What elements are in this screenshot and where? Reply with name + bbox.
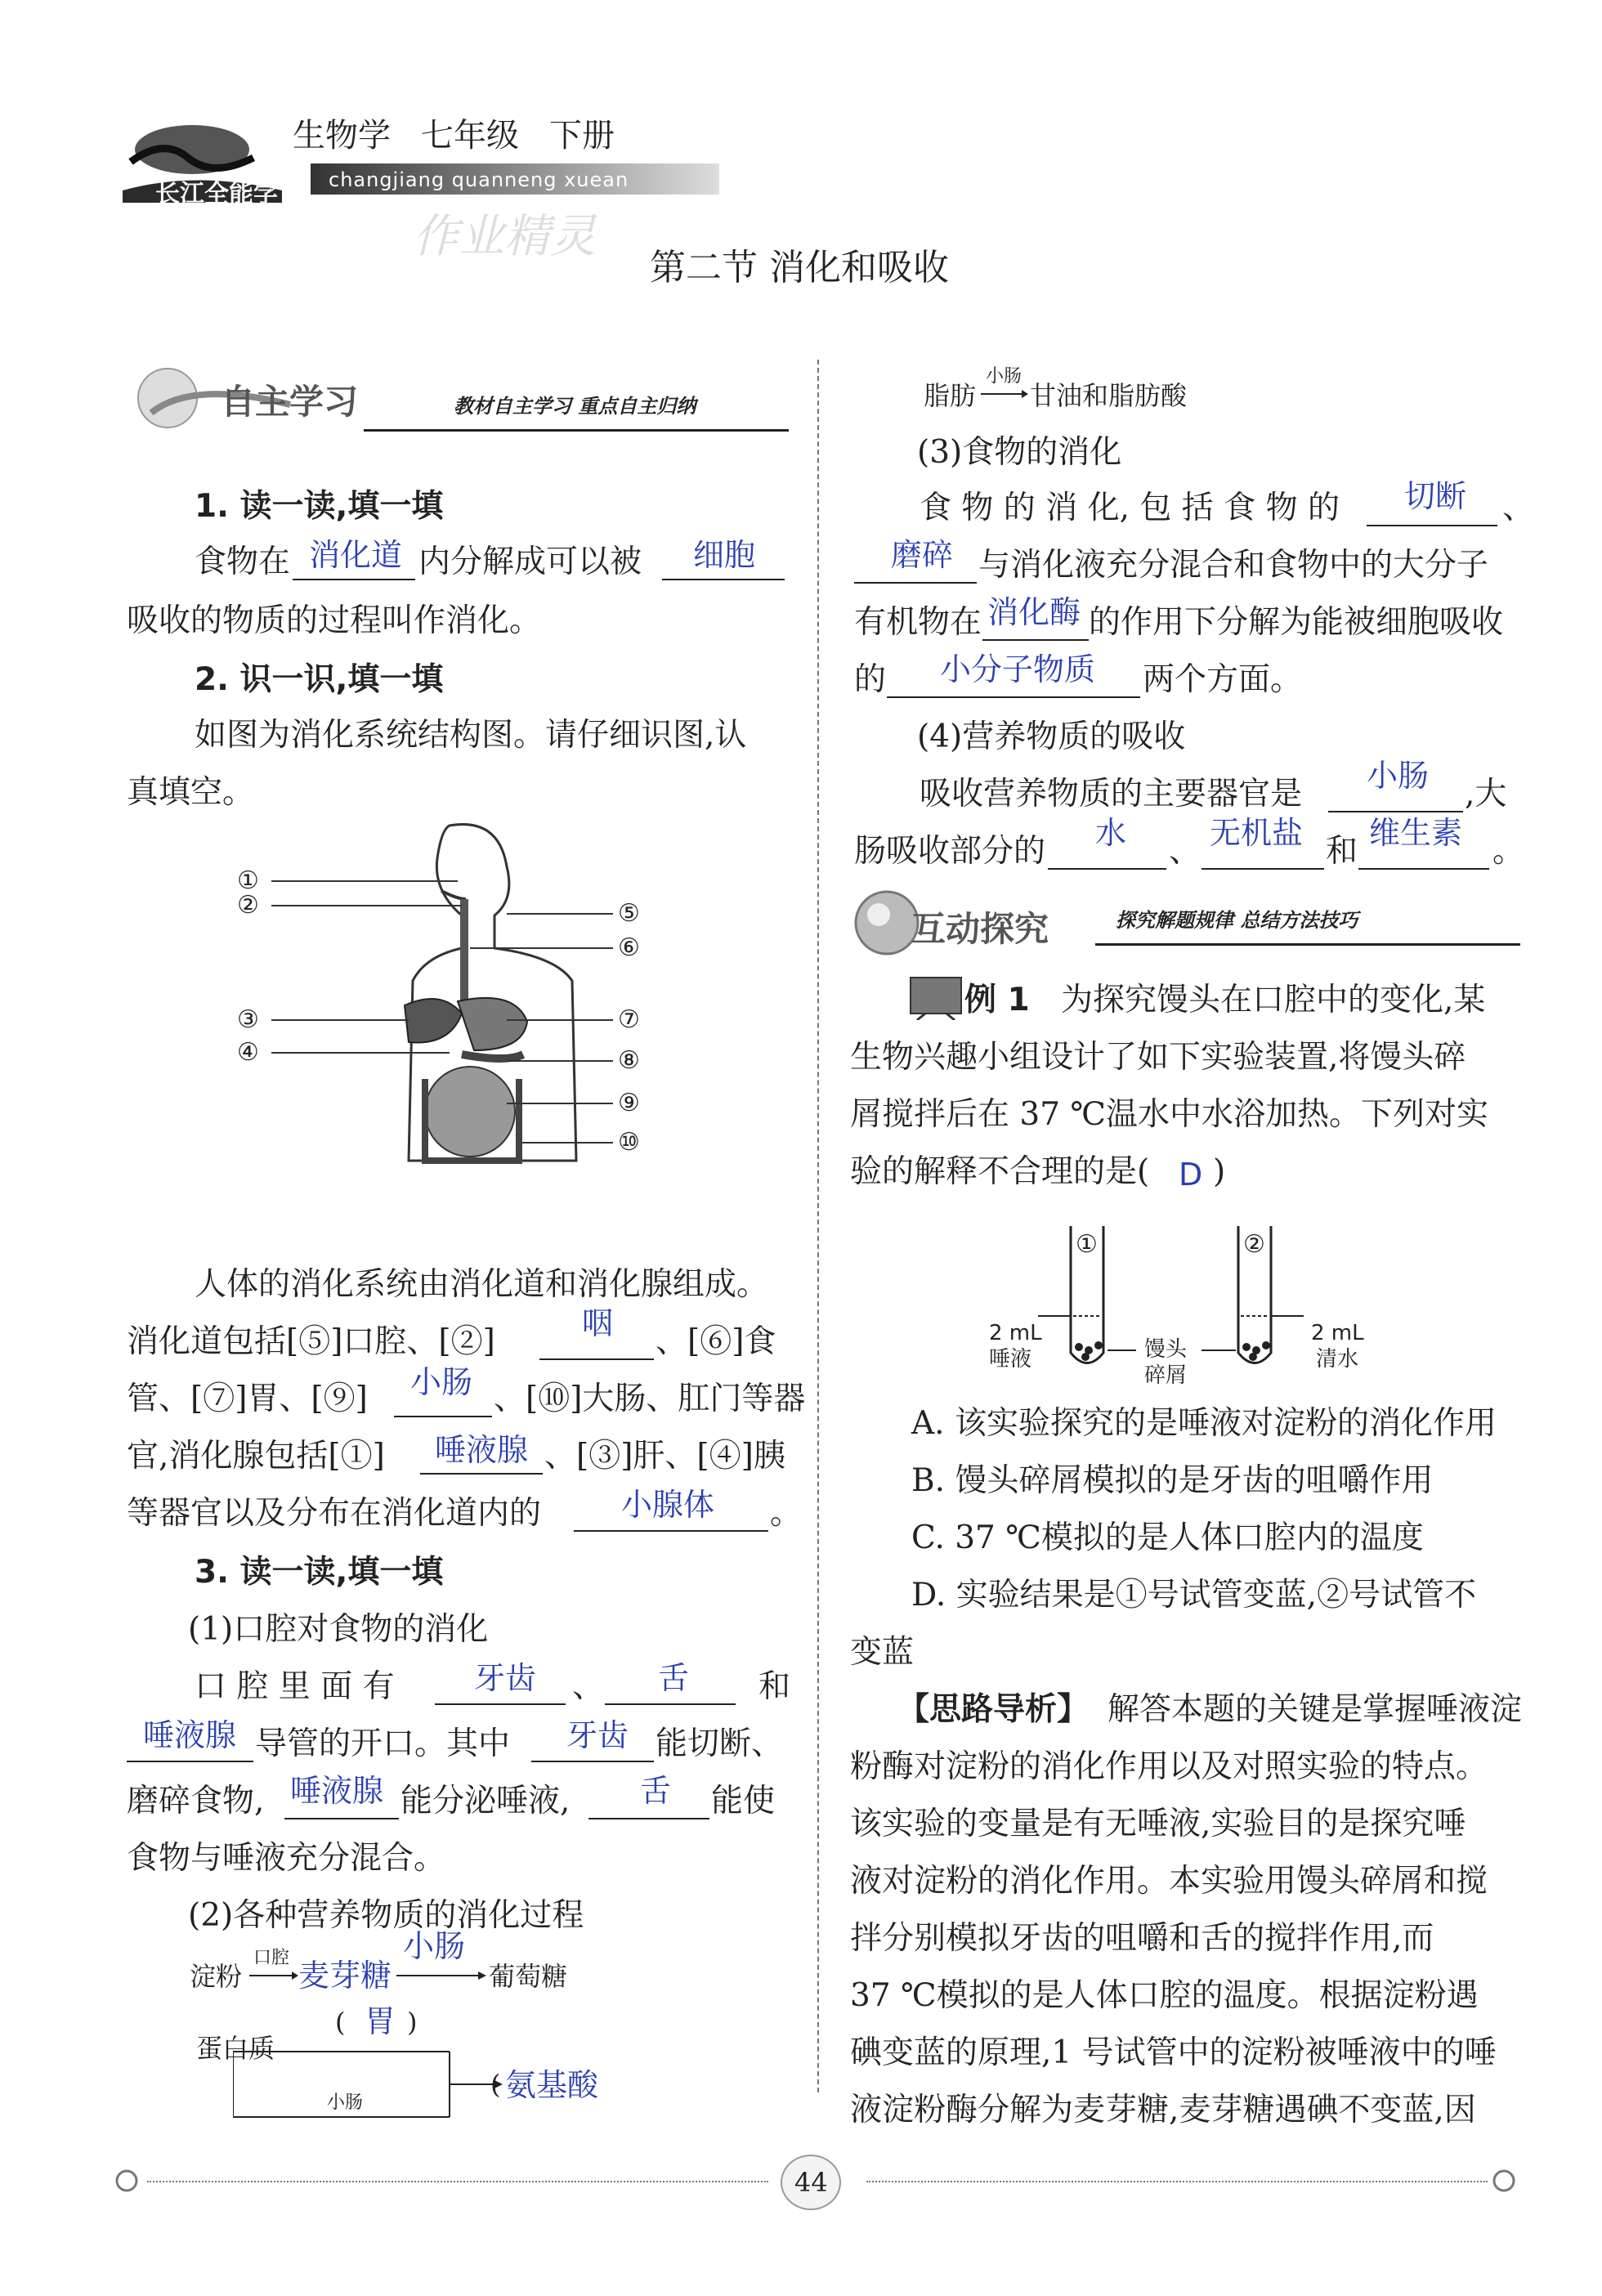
- q3-s4: 食物与唾液充分混合。: [127, 1840, 446, 1877]
- q3-blank-sal2[interactable]: [127, 1761, 253, 1762]
- section-title: 第二节 消化和吸收: [650, 247, 949, 289]
- flow-si-label: 小肠: [327, 2092, 364, 2113]
- option-d-2: 变蓝: [850, 1634, 915, 1671]
- q3-heading: 3. 读一读,填一填: [195, 1554, 444, 1591]
- q3-s3c: 能使: [711, 1783, 776, 1819]
- ex-e4a: 验的解释不合理的是(: [850, 1153, 1150, 1190]
- q1-blank1[interactable]: [293, 579, 415, 580]
- r-blank-cut[interactable]: [1367, 525, 1497, 526]
- q2-p5a: 等器官以及分布在消化道内的: [127, 1495, 542, 1532]
- tube-2-label: ②: [1243, 1230, 1265, 1259]
- analysis-4: 液对淀粉的消化作用。本实验用馒头碎屑和搅: [850, 1863, 1488, 1900]
- analysis-1: 解答本题的关键是掌握唾液淀: [1108, 1691, 1523, 1728]
- diagram-label-3: ③: [237, 1005, 259, 1034]
- analysis-5: 拌分别模拟牙齿的咀嚼和舌的搅拌作用,而: [850, 1920, 1434, 1957]
- tube-1-label: ①: [1076, 1230, 1098, 1259]
- flow-starch: 淀粉: [190, 1961, 243, 1992]
- r-d4a: 的: [854, 661, 887, 698]
- q1-line1b: 内分解成可以被: [418, 544, 642, 580]
- q3-s1b: 、: [572, 1668, 605, 1705]
- header-subject: 生物学: [293, 117, 391, 154]
- r-sub3: (3)食物的消化: [917, 434, 1122, 471]
- q2-line1: 如图为消化系统结构图。请仔细识图,认: [195, 717, 747, 754]
- flow-protein: 蛋白质: [196, 2033, 275, 2064]
- arrow-icon: [981, 388, 1030, 400]
- diagram-label-5: ⑤: [618, 899, 640, 928]
- flow-ans-maltose: 麦芽糖: [298, 1958, 392, 1994]
- header-volume: 下册: [549, 117, 615, 154]
- q2-p4b: 、[③]肝、[④]胰: [544, 1438, 785, 1475]
- r-blank-enzyme[interactable]: [982, 639, 1089, 641]
- r-blank-water[interactable]: [1048, 868, 1166, 870]
- ex-ans: D: [1179, 1157, 1203, 1193]
- q1-heading: 1. 读一读,填一填: [195, 488, 444, 525]
- explore-tag: 探究解题规律 总结方法技巧: [1116, 909, 1358, 932]
- analysis-2: 粉酶对淀粉的消化作用以及对照实验的特点。: [850, 1748, 1488, 1785]
- q2-line2: 真填空。: [127, 774, 255, 811]
- ex-e2: 生物兴趣小组设计了如下实验装置,将馒头碎: [850, 1039, 1466, 1076]
- q3-ans-sal2: 唾液腺: [143, 1717, 237, 1753]
- diagram-label-9: ⑨: [618, 1089, 640, 1117]
- q3-ans-teeth: 牙齿: [474, 1660, 537, 1696]
- option-c: C. 37 ℃模拟的是人体口腔内的温度: [911, 1519, 1424, 1556]
- banner-rule: [364, 429, 789, 432]
- r-a2a: 肠吸收部分的: [854, 833, 1046, 870]
- q3-s3a: 磨碎食物,: [127, 1783, 265, 1819]
- q1-blank2[interactable]: [662, 579, 785, 580]
- analysis-7: 碘变蓝的原理,1 号试管中的淀粉被唾液中的唾: [850, 2034, 1497, 2071]
- footer-rule-left: [147, 2181, 768, 2182]
- ex-e1: 为探究馒头在口腔中的变化,某: [1061, 982, 1486, 1018]
- ex-e3: 屑搅拌后在 37 ℃温水中水浴加热。下列对实: [850, 1096, 1489, 1133]
- option-a: A. 该实验探究的是唾液对淀粉的消化作用: [911, 1405, 1497, 1442]
- r-a2c: 和: [1326, 833, 1358, 870]
- mid-label-1: 馒头: [1144, 1337, 1188, 1362]
- q1-line2: 吸收的物质的过程叫作消化。: [127, 602, 542, 639]
- q3-s2b: 能切断、: [656, 1725, 784, 1762]
- r-ans-small: 小分子物质: [940, 651, 1096, 687]
- r-blank-si3[interactable]: [1328, 811, 1463, 812]
- flow-ans-si2: 小肠: [403, 1928, 466, 1964]
- r-a2d: 。: [1492, 833, 1525, 870]
- footer-ornament-icon: [1488, 2164, 1520, 2197]
- q3-blank-sal3[interactable]: [284, 1818, 399, 1819]
- r-a2b: 、: [1169, 833, 1202, 870]
- q2-ans-salivary: 唾液腺: [435, 1432, 529, 1468]
- page-number: 44: [794, 2167, 828, 2198]
- q2-ans-si: 小肠: [410, 1364, 473, 1400]
- analysis-8: 液淀粉酶分解为麦芽糖,麦芽糖遇碘不变蓝,因: [850, 2092, 1476, 2128]
- self-study-tag: 教材自主学习 重点自主归纳: [454, 395, 696, 418]
- diagram-label-7: ⑦: [618, 1005, 640, 1034]
- r-d4b: 两个方面。: [1143, 661, 1303, 698]
- flow-ans-aa: 氨基酸: [505, 2067, 599, 2103]
- q2-p3a: 管、[⑦]胃、[⑨]: [127, 1381, 368, 1417]
- explore-banner: [850, 883, 1524, 964]
- right-liquid: 清水: [1316, 1347, 1359, 1372]
- experiment-diagram: [981, 1210, 1389, 1390]
- right-vol: 2 mL: [1311, 1321, 1364, 1345]
- q2-ans-pharynx: 咽: [582, 1305, 614, 1341]
- diagram-label-1: ①: [237, 866, 259, 895]
- left-liquid: 唾液: [989, 1347, 1032, 1372]
- header-grade: 七年级: [421, 117, 519, 154]
- self-study-banner: [127, 364, 793, 437]
- r-sub4: (4)营养物质的吸收: [917, 718, 1186, 755]
- analysis-6: 37 ℃模拟的是人体口腔的温度。根据淀粉遇: [850, 1977, 1479, 2014]
- arrow-icon: [249, 1970, 298, 1981]
- q2-blank-pharynx[interactable]: [539, 1358, 654, 1360]
- r-blank-small[interactable]: [887, 696, 1140, 698]
- protein-flow-lines: [233, 2039, 511, 2129]
- flow-ans-stomach: 胃: [365, 2003, 396, 2039]
- mid-label-2: 碎屑: [1144, 1363, 1188, 1388]
- q2-ans-glands: 小腺体: [621, 1487, 715, 1523]
- example-label: 例 1: [964, 982, 1030, 1018]
- left-vol: 2 mL: [989, 1321, 1042, 1345]
- footer-rule-right: [866, 2181, 1488, 2182]
- q3-ans-tongue: 舌: [658, 1660, 690, 1696]
- diagram-label-10: ⑩: [618, 1128, 640, 1157]
- q3-sub2: (2)各种营养物质的消化过程: [188, 1897, 584, 1934]
- column-divider: [817, 360, 819, 2092]
- q3-sub1: (1)口腔对食物的消化: [188, 1611, 489, 1648]
- diagram-label-2: ②: [237, 891, 259, 920]
- q3-ans-sal3: 唾液腺: [290, 1773, 384, 1809]
- q3-s1c: 和: [758, 1668, 791, 1705]
- digestive-diagram: [237, 817, 687, 1242]
- fat-flow-si: 小肠: [986, 366, 1023, 387]
- r-a1b: ,大: [1465, 776, 1507, 812]
- flow-paren-open: (: [335, 2007, 346, 2038]
- option-b: B. 馒头碎屑模拟的是牙齿的咀嚼作用: [911, 1462, 1434, 1499]
- q3-blank-tongue2[interactable]: [588, 1818, 709, 1819]
- flow-glucose: 葡萄糖: [489, 1961, 568, 1992]
- self-study-title: 自主学习: [221, 382, 359, 422]
- q2-p5b: 。: [770, 1495, 803, 1532]
- r-blank-mineral[interactable]: [1202, 868, 1324, 870]
- r-ans-enzyme: 消化酶: [987, 594, 1081, 630]
- r-ans-si3: 小肠: [1367, 758, 1430, 794]
- q3-ans-teeth2: 牙齿: [566, 1717, 629, 1753]
- q1-line1a: 食物在: [195, 544, 291, 580]
- r-d1a: 食 物 的 消 化, 包 括 食 物 的: [920, 490, 1340, 526]
- r-blank-vitamin[interactable]: [1358, 868, 1489, 870]
- fat-flow-fat: 脂肪: [924, 380, 977, 411]
- r-ans-vitamin: 维生素: [1369, 815, 1463, 851]
- banner-rule: [1095, 943, 1520, 946]
- q3-blank-teeth2[interactable]: [531, 1761, 654, 1762]
- ex-e4b: ): [1213, 1153, 1226, 1190]
- option-d-1: D. 实验结果是①号试管变蓝,②号试管不: [911, 1577, 1477, 1613]
- flow-paren-close: ): [407, 2007, 418, 2038]
- diagram-label-4: ④: [237, 1038, 259, 1067]
- q2-blank-si[interactable]: [394, 1416, 492, 1417]
- watermark: 作业精灵: [413, 210, 596, 263]
- q2-p3b: 、[⑩]大肠、肛门等器: [494, 1381, 806, 1417]
- analysis-3: 该实验的变量是有无唾液,实验目的是探究唾: [850, 1806, 1466, 1842]
- example-board-icon: [909, 974, 966, 1020]
- diagram-label-8: ⑧: [618, 1046, 640, 1075]
- q3-s1a: 口 腔 里 面 有: [195, 1668, 395, 1705]
- r-d2b: 与消化液充分混合和食物中的大分子: [978, 547, 1489, 584]
- q3-s2a: 导管的开口。其中: [255, 1725, 511, 1762]
- flow-paren-open-2: (: [490, 2069, 501, 2100]
- q3-s3b: 能分泌唾液,: [400, 1783, 571, 1819]
- r-ans-grind: 磨碎: [891, 537, 954, 573]
- fat-flow-products: 甘油和脂肪酸: [1030, 380, 1188, 411]
- q2-p4a: 官,消化腺包括[①]: [127, 1438, 385, 1475]
- diagram-label-6: ⑥: [618, 933, 640, 962]
- r-ans-cut: 切断: [1404, 478, 1467, 514]
- logo: [114, 113, 286, 244]
- r-blank-grind[interactable]: [854, 582, 977, 584]
- r-a1a: 吸收营养物质的主要器官是: [920, 776, 1303, 812]
- r-ans-mineral: 无机盐: [1210, 815, 1304, 851]
- analysis-label: 【思路导析】: [897, 1691, 1090, 1728]
- q2-heading: 2. 识一识,填一填: [195, 661, 444, 698]
- q2-blank-salivary[interactable]: [420, 1473, 543, 1475]
- flow-mouth: 口腔: [253, 1948, 290, 1968]
- q3-blank-teeth[interactable]: [435, 1703, 566, 1705]
- footer-ornament-icon: [110, 2164, 143, 2197]
- r-ans-water: 水: [1095, 815, 1127, 851]
- q2-p2a: 消化道包括[⑤]口腔、[②]: [127, 1323, 495, 1360]
- q2-blank-glands[interactable]: [574, 1530, 768, 1532]
- q1-ans2: 细胞: [693, 537, 756, 573]
- explore-title: 互动探究: [911, 909, 1049, 949]
- header-pinyin: changjiang quanneng xuean: [329, 168, 629, 191]
- logo-text: 长江全能学案: [155, 180, 278, 244]
- q2-p2b: 、[⑥]食: [656, 1323, 776, 1360]
- q2-p1: 人体的消化系统由消化道和消化腺组成。: [195, 1266, 769, 1303]
- r-d1b: 、: [1502, 490, 1535, 526]
- arrow-icon: [396, 1970, 486, 1981]
- q3-blank-tongue[interactable]: [605, 1703, 736, 1705]
- q1-ans1: 消化道: [309, 537, 403, 573]
- q3-ans-tongue2: 舌: [640, 1773, 672, 1809]
- footer: [106, 2150, 1512, 2215]
- r-d3a: 有机物在: [854, 604, 982, 641]
- r-d3b: 的作用下分解为能被细胞吸收: [1089, 604, 1504, 641]
